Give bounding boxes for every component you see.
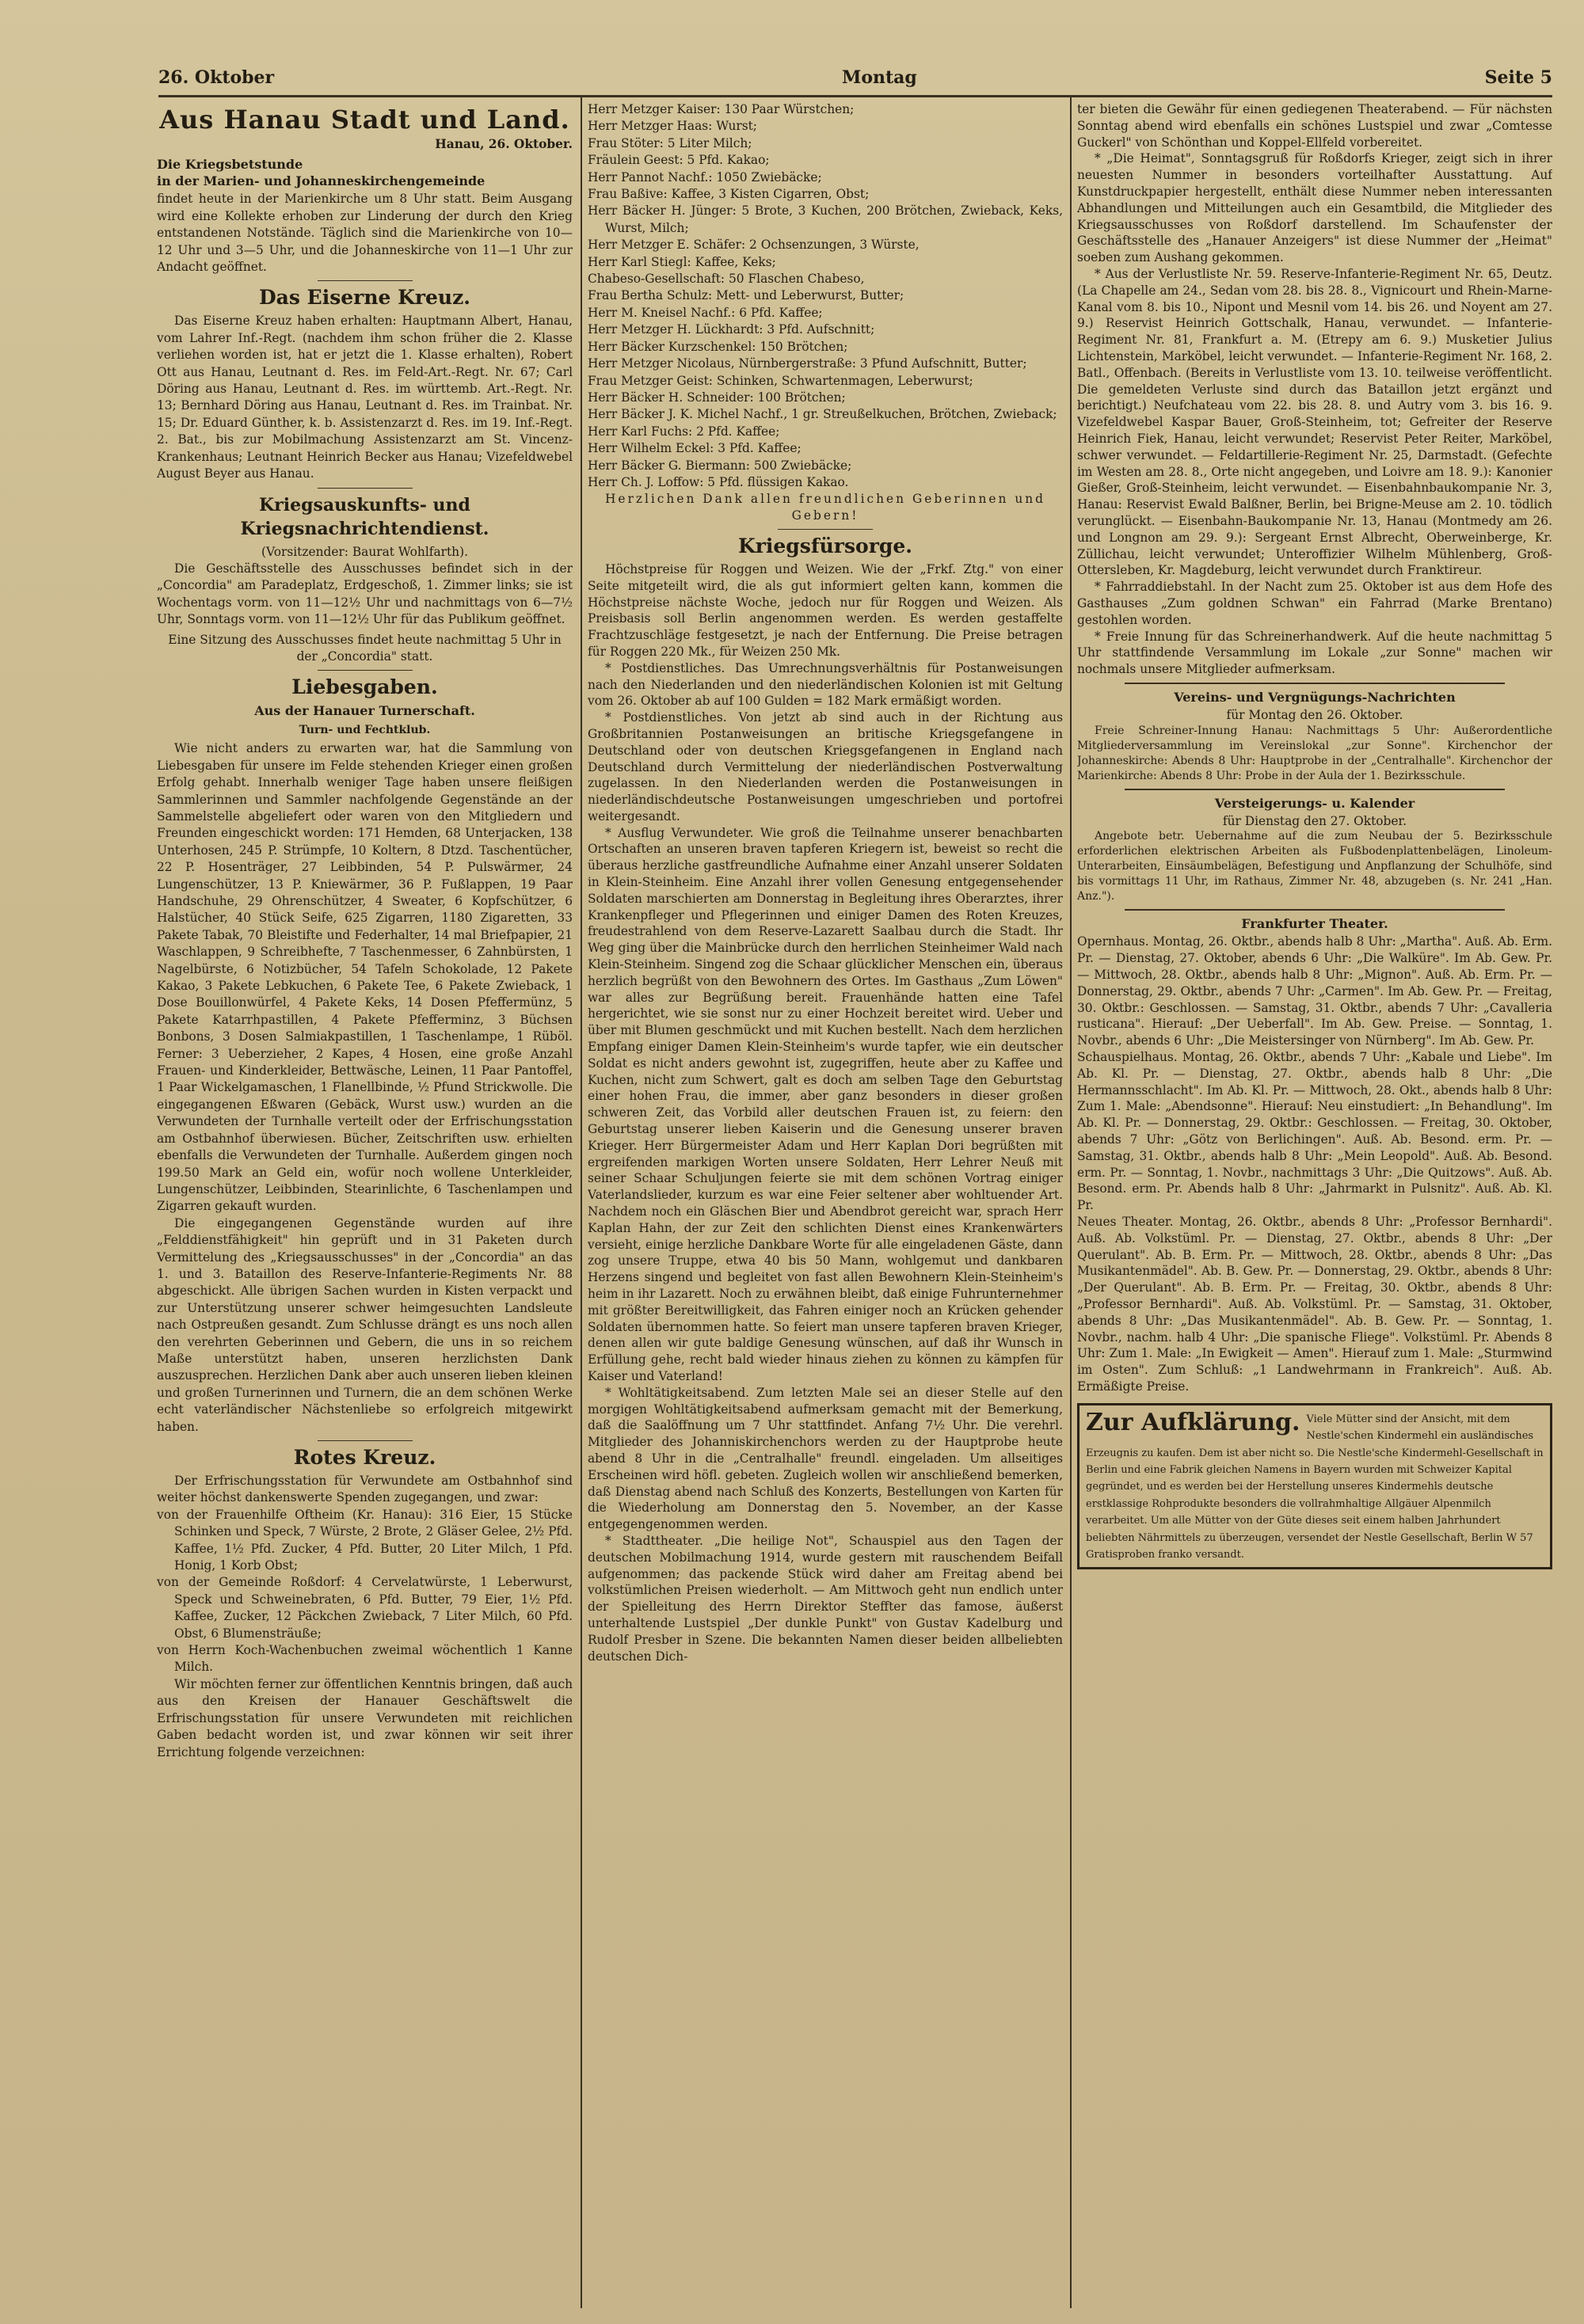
list-item: Herr Metzger Haas: Wurst; bbox=[588, 119, 757, 134]
article-text-eisernes-kreuz: Das Eiserne Kreuz haben erhalten: Hauptmann Albert, Hanau, vom Lahrer Inf.-Regt. (nachdem ihm schon früher die 2. Klasse verliehen worden ist, hat er jetzt die 1. Klasse erhalten), Robert Ott aus Hanau, Leutnant d. Res. im Feld-Art.-Regt. Nr. 67; Carl Döring aus Hanau, Leutnant d. Res. im württemb. Art.-Regt. Nr. 13; Bernhard Döring aus Hanau, Leutnant d. Res. im Trainbat. Nr. 15; Dr. Eduard Günther, k. b. Assistenzarzt d. Res. im 19. Inf.-Regt. 2. Bat., bis zur Mobilmachung Assistenzarzt am St. Vincenz-Krankenhaus; Leutnant Heinrich Becker aus Hanau; Vizefeldwebel August Beyer aus Hanau. bbox=[157, 314, 573, 481]
list-item: Frau Metzger Geist: Schinken, Schwartenmagen, Leberwurst; bbox=[588, 373, 973, 388]
list-item: von Herrn Koch-Wachenbuchen zweimal wöchentlich 1 Kanne Milch. bbox=[157, 1643, 573, 1675]
header-date: 26. Oktober bbox=[158, 67, 275, 88]
list-item: Herr Bäcker Kurzschenkel: 150 Brötchen; bbox=[588, 339, 848, 354]
divider bbox=[318, 488, 413, 489]
list-item: Herr M. Kneisel Nachf.: 6 Pfd. Kaffee; bbox=[588, 305, 823, 320]
article-subheading-turnerschaft: Aus der Hanauer Turnerschaft. bbox=[254, 703, 475, 719]
column-3 bbox=[1077, 101, 1552, 2308]
divider bbox=[318, 1440, 413, 1441]
article-text-heimat: * „Die Heimat", Sonntagsgruß für Roßdorfs Krieger, zeigt sich in ihrer neuesten Nummer in besonders vorteilhafter Ausstattung. Auf Kunstdruckpapier hergestellt, enthält diese Nummer neben interessanten Abhandlungen und Mitteilungen auch ein Gesamtbild, die Mitglieder des Kriegsausschusses von Roßdorf darstellend. Im Schaufenster der Geschäftsstelle des „Hanauer Anzeigers" ist diese Nummer der „Heimat" soeben zum Aushang gekommen. bbox=[1077, 151, 1552, 265]
article-text-stadttheater: * Stadttheater. „Die heilige Not", Schauspiel aus den Tagen der deutschen Mobilmachung 1914, wurde gestern mit rauschendem Beifall aufgenommen; das packende Stück wird daher am Freitag abend bei volkstümlichen Preisen wiederholt. — Am Mittwoch geht nun endlich unter der Spielleitung des Herrn Direktor Steffter das famose, äußerst unterhaltende Lustspiel „Der dunkle Punkt" von Gustav Kadelburg und Rudolf Presber in Szene. Die bekannten Namen dieser beiden allbeliebten deutschen Dich- bbox=[588, 1533, 1063, 1664]
list-item: Herr Metzger Nicolaus, Nürnbergerstraße: 3 Pfund Aufschnitt, Butter; bbox=[588, 356, 1027, 371]
article-text-theater-cont: ter bieten die Gewähr für einen gediegenen Theaterabend. — Für nächsten Sonntag abend wird ebenfalls ein schönes Lustspiel und zwar „Comtesse Guckerl" von Schönthan und Koppel-Ellfeld vorbereitet. bbox=[1077, 102, 1552, 150]
article-text-postdienst-2: * Postdienstliches. Von jetzt ab sind auch in der Richtung aus Großbritannien Postanweisungen an britische Kriegsgefangene in Deutschland oder von deutschen Kriegsgefangenen in England nach Deutschland durch Vermittelung der niederländischen Postverwaltung zugelassen. In den Niederlanden werden die Postanweisungen in niederländischdeutsche Postanweisungen umgeschrieben und portofrei weitergesandt. bbox=[588, 710, 1063, 823]
page-header bbox=[158, 62, 1552, 93]
article-text-kriegsauskunft: Die Geschäftsstelle des Ausschusses befindet sich in der „Concordia" am Paradeplatz, Erdgeschoß, 1. Zimmer links; sie ist Wochentags vorm. von 11—12½ Uhr und nachmittags von 6—7½ Uhr, Sonntags vorm. von 11—12½ Uhr für das Publikum geöffnet. bbox=[157, 561, 573, 627]
list-item: Herr Pannot Nachf.: 1050 Zwiebäcke; bbox=[588, 169, 822, 184]
header-rule bbox=[158, 95, 1552, 97]
list-item: Frau Stöter: 5 Liter Milch; bbox=[588, 135, 752, 150]
article-text-rotes-kreuz-1: Der Erfrischungsstation für Verwundete am Ostbahnhof sind weiter höchst dankenswerte Spenden zugegangen, und zwar: bbox=[157, 1474, 573, 1505]
article-text-postdienst-1: * Postdienstliches. Das Umrechnungsverhältnis für Postanweisungen nach den Niederlanden und den niederländischen Kolonien ist mit Geltung vom 26. Oktober ab auf 100 Gulden = 182 Mark ermäßigt worden. bbox=[588, 660, 1063, 709]
article-text-liebesgaben-1: Wie nicht anders zu erwarten war, hat die Sammlung von Liebesgaben für unsere im Felde stehenden Krieger einen großen Erfolg gehabt. Innerhalb weniger Tage haben unsere fleißigen Sammlerinnen und Sammler nachfolgende Gegenstände an der Sammelstelle abgeliefert oder waren von den Mitgliedern und Freunden eingeschickt worden: 171 Hemden, 68 Unterjacken, 138 Unterhosen, 245 P. Strümpfe, 10 Koltern, 8 Dtzd. Taschentücher, 22 P. Hosenträger, 27 Leibbinden, 54 P. Pulswärmer, 24 Lungenschützer, 13 P. Kniewärmer, 36 P. Fußlappen, 19 Paar Handschuhe, 29 Ohrenschützer, 4 Sweater, 6 Kopfschützer, 6 Halstücher, 40 Stück Seife, 625 Zigarren, 1180 Zigaretten, 33 Pakete Tabak, 70 Bleistifte und Federhalter, 14 mal Briefpapier, 21 Waschlappen, 9 Schreibhefte, 7 Taschenmesser, 6 Zahnbürsten, 1 Nagelbürste, 6 Notizbücher, 54 Tafeln Schokolade, 12 Pakete Kakao, 3 Pakete Lebkuchen, 6 Pakete Tee, 6 Pakete Zwieback, 1 Dose Bouillonwürfel, 4 Pakete Keks, 14 Dosen Pfeffermünz, 5 Pakete Katarrhpastillen, 4 Pakete Pfefferminz, 3 Büchsen Bonbons, 3 Dosen Salmiakpastillen, 1 Taschenlampe, 1 Rüböl. Ferner: 3 Ueberzieher, 2 Kapes, 4 Hosen, eine große Anzahl Frauen- und Kinderkleider, Bettwäsche, Leinen, 11 Paar Pantoffel, 1 Paar Wickelgamaschen, 1 Flanellbinde, ½ Pfund Strickwolle. Die eingegangenen Eßwaren (Gebäck, Wurst usw.) wurden an die Verwundeten der Turnhalle verteilt oder der Erfrischungsstation am Ostbahnhof überwiesen. Bücher, Zeitschriften usw. erhielten ebenfalls die Verwundeten der Turnhalle. Außerdem gingen noch 199.50 Mark an Geld ein, wofür noch wollene Unterkleider, Lungenschützer, Leibbinden, Stearinlichte, 6 Taschenlampen und Zigarren gekauft wurden. bbox=[157, 741, 573, 1214]
article-heading-kriegsbetstunde: Die Kriegsbetstunde in der Marien- und Johanneskirchengemeinde bbox=[157, 157, 485, 189]
article-heading-rotes-kreuz: Rotes Kreuz. bbox=[293, 1446, 436, 1469]
header-page-number: Seite 5 bbox=[1484, 67, 1552, 88]
list-item: Herr Bäcker J. K. Michel Nachf., 1 gr. Streußelkuchen, Brötchen, Zwieback; bbox=[588, 407, 1057, 422]
section-text-vereine: Freie Schreiner-Innung Hanau: Nachmittags 5 Uhr: Außerordentliche Mitgliederversammlung im Vereinslokal „zur Sonne". Kirchenchor der Johanneskirche: Abends 8 Uhr: Hauptprobe in der „Centralhalle". Kirchenchor der Marienkirche: Abends 8 Uhr: Probe in der Aula der 1. Bezirksschule. bbox=[1077, 724, 1552, 782]
article-text-kriegsbetstunde: findet heute in der Marienkirche um 8 Uhr statt. Beim Ausgang wird eine Kollekte erhoben zur Linderung der durch den Krieg entstandenen Notstände. Täglich sind die Marienkirche von 10—12 Uhr und 3—5 Uhr, und die Johanneskirche von 11—1 Uhr zur Andacht geöffnet. bbox=[157, 192, 573, 275]
list-item: Herr Bäcker H. Jünger: 5 Brote, 3 Kuchen, 200 Brötchen, Zwieback, Keks, Wurst, Milch; bbox=[588, 203, 1063, 235]
article-text-liebesgaben-2: Die eingegangenen Gegenstände wurden auf ihre „Felddienstfähigkeit" hin geprüft und in 31 Paketen durch Vermittelung des „Kriegsausschusses" in der „Concordia" an das 1. und 3. Bataillon des Reserve-Infanterie-Regiments Nr. 88 abgeschickt. Alle übrigen Sachen wurden in Kisten verpackt und zur Unterstützung unserer schwer heimgesuchten Landsleute nach Ostpreußen gesandt. Zum Schlusse drängt es uns noch allen den verehrten Geberinnen und Gebern, die uns in so reichem Maße unterstützt haben, unseren herzlichsten Dank auszusprechen. Herzlichen Dank aber auch unseren lieben kleinen und großen Turnerinnen und Turnern, die an dem schönen Werke echt vaterländischer Nächstenliebe so erfolgreich mitgewirkt haben. bbox=[157, 1215, 573, 1434]
list-item: von der Frauenhilfe Oftheim (Kr. Hanau): 316 Eier, 15 Stücke Schinken und Speck, 7 Würste, 2 Brote, 2 Gläser Gelee, 2½ Pfd. Kaffee, 1½ Pfd. Zucker, 4 Pfd. Butter, 20 Liter Milch, 1 Pfd. Honig, 1 Korb Obst; bbox=[157, 1507, 573, 1573]
list-item: Herr Ch. J. Loffow: 5 Pfd. flüssigen Kakao. bbox=[588, 474, 849, 489]
list-item: Herr Wilhelm Eckel: 3 Pfd. Kaffee; bbox=[588, 441, 802, 456]
divider bbox=[778, 529, 873, 530]
list-item: Chabeso-Gesellschaft: 50 Flaschen Chabeso, bbox=[588, 272, 865, 287]
theater-schauspielhaus: Schauspielhaus. Montag, 26. Oktbr., abends 7 Uhr: „Kabale und Liebe". Im Ab. Kl. Pr. — Dienstag, 27. Oktbr., abends halb 8 Uhr: „Die Hermannsschlacht". Im Ab. Kl. Pr. — Mittwoch, 28. Okt., abends halb 8 Uhr: Zum 1. Male: „Abendsonne". Hierauf: Neu einstudiert: „In Behandlung". Im Ab. Kl. Pr. — Donnerstag, 29. Oktbr.: Geschlossen. — Freitag, 30. Oktober, abends 7 Uhr: „Götz von Berlichingen". Auß. Ab. Besond. erm. Pr. — Samstag, 31. Oktbr., abends halb 8 Uhr: „Mein Leopold". Auß. Ab. Besond. erm. Pr. — Sonntag, 1. Novbr., nachmittags 3 Uhr: „Die Quitzows". Auß. Ab. Besond. erm. Pr. Abends halb 8 Uhr: „Jahrmarkt in Pulsnitz". Auß. Ab. Kl. Pr. bbox=[1077, 1050, 1552, 1213]
list-item: Frau Baßive: Kaffee, 3 Kisten Cigarren, Obst; bbox=[588, 187, 870, 202]
section-heading-versteigerung: Versteigerungs- u. Kalender bbox=[1214, 795, 1415, 811]
list-item: Fräulein Geest: 5 Pfd. Kakao; bbox=[588, 153, 770, 168]
article-heading-kriegsfuersorge: Kriegsfürsorge. bbox=[738, 534, 912, 557]
article-text-fahrrad: * Fahrraddiebstahl. In der Nacht zum 25. Oktober ist aus dem Hofe des Gasthauses „Zum goldnen Schwan" ein Fahrrad (Marke Brentano) gestohlen worden. bbox=[1077, 580, 1552, 627]
article-text-wohltaetigkeit: * Wohltätigkeitsabend. Zum letzten Male sei an dieser Stelle auf den morgigen Wohltätigkeitsabend aufmerksam gemacht mit der Bemerkung, daß die Saalöffnung um 7 Uhr stattfindet. Anfang 7½ Uhr. Die verehrl. Mitglieder des Johanniskirchenchors werden zu der Hauptprobe heute abend 8 Uhr in die „Centralhalle" freundl. eingeladen. Um allseitiges Erscheinen wird höfl. gebeten. Zugleich wollen wir anschließend bemerken, daß Dienstag abend nach Schluß des Konzerts, Bestellungen von Karten für die Wiederholung am Donnerstag den 5. November, an der Kasse entgegengenommen werden. bbox=[588, 1385, 1063, 1532]
list-item: von der Gemeinde Roßdorf: 4 Cervelatwürste, 1 Leberwurst, Speck und Schweinebraten, 6 Pfd. Butter, 79 Eier, 1½ Pfd. Kaffee, Zucker, 12 Päckchen Zwieback, 7 Liter Milch, 60 Pfd. Obst, 6 Blumensträuße; bbox=[157, 1575, 573, 1641]
divider bbox=[1125, 789, 1505, 790]
advertisement-text: Viele Mütter sind der Ansicht, mit dem Nestle'schen Kindermehl ein ausländisches Erzeugnis zu kaufen. Dem ist aber nicht so. Die Nestle'sche Kindermehl-Gesellschaft in Berlin und eine Fabrik gleichen Namens in Bayern wurden mit Schweizer Kapital gegründet, und es werden bei der Herstellung unseres Kindermehls deutsche erstklassige Rohprodukte besonders die vollrahmhaltige Allgäuer Alpenmilch verarbeitet. Um alle Mütter von der Güte dieses seit einem halben Jahrhundert beliebten Nährmittels zu überzeugen, versendet der Nestle Gesellschaft, Berlin W 57 Gratisproben franko versandt. bbox=[1086, 1413, 1544, 1561]
section-subheading-vereine: für Montag den 26. Oktober. bbox=[1226, 707, 1403, 722]
column-1 bbox=[157, 101, 573, 2308]
divider bbox=[1125, 909, 1505, 911]
dateline: Hanau, 26. Oktober. bbox=[435, 137, 573, 151]
theater-neues-theater: Neues Theater. Montag, 26. Oktbr., abends 8 Uhr: „Professor Bernhardi". Auß. Ab. Volkstüml. Pr. — Dienstag, 27. Oktbr., abends 8 Uhr: „Der Querulant". Ab. B. Erm. Pr. — Mittwoch, 28. Oktbr., abends 8 Uhr: „Das Musikantenmädel". Ab. B. Gew. Pr. — Donnerstag, 29. Oktbr., abends 8 Uhr: „Der Querulant". Ab. B. Erm. Pr. — Freitag, 30. Oktbr., abends 8 Uhr: „Professor Bernhardi". Auß. Ab. Volkstüml. Pr. — Samstag, 31. Oktober, abends 8 Uhr: „Das Musikantenmädel". Ab. B. Gew. Pr. — Sonntag, 1. Novbr., nachm. halb 4 Uhr: „Die spanische Fliege". Volkstüml. Pr. Abends 8 Uhr: Zum 1. Male: „In Ewigkeit — Amen". Hierauf zum 1. Male: „Sturmwind im Osten". Zum Schluß: „1 Landwehrmann in Frankreich". Auß. Ab. Ermäßigte Preise. bbox=[1077, 1215, 1552, 1394]
article-text-hoechstpreise: Höchstpreise für Roggen und Weizen. Wie der „Frkf. Ztg." von einer Seite mitgeteilt wird, die als gut informiert gelten kann, kommen die Höchstpreise nächste Woche, jedoch nur für Roggen und Weizen. Als Preisbasis soll Berlin angenommen werden. Es werden gestaffelte Frachtzuschläge festgesetzt, je nach der Entfernung. Die Preise betragen für Roggen 220 Mk., für Weizen 250 Mk. bbox=[588, 561, 1063, 659]
header-day: Montag bbox=[841, 67, 917, 88]
section-text-versteigerung: Angebote betr. Uebernahme auf die zum Neubau der 5. Bezirksschule erforderlichen elektrischen Arbeiten als Fußbodenplattenbelägen, Linoleum-Unterarbeiten, Einsäumbelägen, Befestigung und Anpflanzung der Schulhöfe, sind bis vormittags 11 Uhr, im Rathaus, Zimmer Nr. 48, abzugeben (s. Nr. 241 „Han. Anz."). bbox=[1077, 830, 1552, 903]
list-item: Frau Bertha Schulz: Mett- und Leberwurst, Butter; bbox=[588, 288, 904, 303]
theater-opernhaus: Opernhaus. Montag, 26. Oktbr., abends halb 8 Uhr: „Martha". Auß. Ab. Erm. Pr. — Dienstag, 27. Oktober, abends 6 Uhr: „Die Walküre". Im Ab. Gew. Pr. — Mittwoch, 28. Oktbr., abends halb 8 Uhr: „Mignon". Auß. Ab. Erm. Pr. — Donnerstag, 29. Oktbr., abends 7 Uhr: „Carmen". Im Ab. Gew. Pr. — Freitag, 30. Oktbr.: Geschlossen. — Samstag, 31. Oktbr., abends 7 Uhr: „Cavalleria rusticana". Hierauf: „Der Ueberfall". Im Ab. Gew. Preise. — Sonntag, 1. Novbr., abends 6 Uhr: „Die Meistersinger von Nürnberg". Im Ab. Gew. Pr. bbox=[1077, 934, 1552, 1048]
list-item: Herr Bäcker G. Biermann: 500 Zwiebäcke; bbox=[588, 458, 852, 473]
column-divider bbox=[1070, 95, 1072, 2308]
article-text-rotes-kreuz-2: Wir möchten ferner zur öffentlichen Kenntnis bringen, daß auch aus den Kreisen der Hanauer Geschäftswelt die Erfrischungsstation für unsere Verwundeten mit reichlichen Gaben bedacht worden ist, und zwar können wir seit ihrer Errichtung folgende verzeichnen: bbox=[157, 1676, 573, 1759]
article-notice-sitzung: Eine Sitzung des Ausschusses findet heute nachmittag 5 Uhr in der „Concordia" statt. bbox=[168, 632, 562, 664]
section-subheading-versteigerung: für Dienstag den 27. Oktober. bbox=[1222, 813, 1407, 828]
article-heading-eisernes-kreuz: Das Eiserne Kreuz. bbox=[258, 286, 471, 310]
divider bbox=[318, 280, 413, 281]
donation-list bbox=[157, 1507, 573, 1676]
advertisement-box bbox=[1077, 1403, 1552, 1570]
list-item: Herr Metzger Kaiser: 130 Paar Würstchen; bbox=[588, 102, 855, 116]
list-item: Herr Metzger H. Lückhardt: 3 Pfd. Aufschnitt; bbox=[588, 322, 875, 337]
list-item: Herr Metzger E. Schäfer: 2 Ochsenzungen, 3 Würste, bbox=[588, 238, 920, 253]
column-divider bbox=[581, 95, 582, 2308]
section-heading-vereine: Vereins- und Vergnügungs-Nachrichten bbox=[1174, 689, 1456, 705]
article-subheading-fechtklub: Turn- und Fechtklub. bbox=[299, 724, 431, 737]
thanks-line: Herzlichen Dank allen freundlichen Geberinnen und Gebern! bbox=[604, 492, 1046, 523]
list-item: Herr Karl Stiegl: Kaffee, Keks; bbox=[588, 254, 776, 269]
advertisement-title: Zur Aufklärung. bbox=[1086, 1408, 1300, 1436]
article-text-verlustliste: * Aus der Verlustliste Nr. 59. Reserve-Infanterie-Regiment Nr. 65, Deutz. (La Chapelle am 24., Sedan vom 28. bis 28. 8., Vignicourt und Rhein-Marne-Kanal vom 8. bis 10., Nipont und Mesnil vom 14. bis 26. und Noyent am 27. 9.) Reservist Heinrich Gottschalk, Hanau, verwundet. — Infanterie-Regiment Nr. 81, Frankfurt a. M. (Etrepy am 6. 9.) Musketier Julius Lichtenstein, Marköbel, leicht verwundet. — Infanterie-Regiment Nr. 168, 2. Batl., Offenbach. (Bereits in Verlustliste vom 13. 10. teilweise veröffentlicht. Die gemeldeten Verluste sind durch das Bataillon jetzt ergänzt und berichtigt.) Neufchateau vom 22. bis 28. 8. und Autry vom 3. bis 16. 9. Vizefeldwebel Kaspar Bauer, Groß-Steinheim, tot; Gefreiter der Reserve Heinrich Fiek, Hanau, leicht verwundet; Reservist Peter Reiter, Marköbel, schwer verwundet. — Feldartillerie-Regiment Nr. 25, Darmstadt. (Gefechte im Westen am 28. 8., Orte nicht angegeben, und Loivre am 18. 9.): Kanonier Gießer, Groß-Steinheim, leicht verwundet. — Eisenbahnbaukompanie Nr. 3, Hanau: Reservist Ewald Balßner, Berlin, bei Brigne-Meuse am 2. 10. tödlich verunglückt. — Eisenbahn-Baukompanie Nr. 13, Hanau (Montmedy am 26. und Longnon am 29. 9.): Sergeant Ernst Albrecht, Oberweinberge, Kr. Züllichau, leicht verwundet; Unteroffizier Wilhelm Mühlenberg, Groß-Ottersleben, Kr. Magdeburg, leicht verwundet durch Franktireur. bbox=[1077, 266, 1552, 578]
section-heading-frankfurter-theater: Frankfurter Theater. bbox=[1241, 916, 1388, 932]
section-title: Aus Hanau Stadt und Land. bbox=[159, 105, 570, 135]
list-item: Herr Bäcker H. Schneider: 100 Brötchen; bbox=[588, 390, 846, 405]
article-text-innung: * Freie Innung für das Schreinerhandwerk. Auf die heute nachmittag 5 Uhr stattfindende Versammlung im Lokale „zur Sonne" machen wir nochmals unsere Mitglieder aufmerksam. bbox=[1077, 629, 1552, 677]
divider bbox=[1125, 683, 1505, 684]
divider bbox=[318, 670, 413, 671]
article-subheading-kriegsauskunft: (Vorsitzender: Baurat Wohlfarth). bbox=[261, 544, 468, 559]
donor-list bbox=[588, 101, 1063, 491]
article-text-ausflug: * Ausflug Verwundeter. Wie groß die Teilnahme unserer benachbarten Ortschaften an unseren braven tapferen Kriegern ist, beweist so recht die überaus herzliche gastfreundliche Aufnahme einer Anzahl unserer Soldaten in Klein-Steinheim. Eine Anzahl ihrer vollen Genesung entgegensehender Soldaten marschierten am Donnerstag in Begleitung ihres Oberarztes, ihrer Krankenpfleger und Pflegerinnen und einiger Damen des Roten Kreuzes, freudestrahlend von dem Reserve-Lazarett Saalbau durch die Stadt. Ihr Weg ging über die Mainbrücke durch den herrlichen Steinheimer Wald nach Klein-Steinheim. Singend zog die Schaar glücklicher Menschen ein, überaus herzlich begrüßt von den Bewohnern des Ortes. Im Gasthaus „Zum Löwen" war alles zur Begrüßung bereit. Frauenhände hatten eine Tafel hergerichtet, wie sie sonst nur zu einer Hochzeit bereitet wird. Ueber und über mit Blumen geschmückt und mit Kuchen bestellt. Nach dem herzlichen Empfang einiger Damen Klein-Steinheim's wurde tapfer, wie ein deutscher Soldat es nicht anders gewohnt ist, zugegriffen, heute aber zu Kaffee und Kuchen, nicht zum Schwert, galt es doch am selben Tage den Geburtstag einer hohen Frau, die immer, aber ganz besonders in dieser großen schweren Zeit, das Vorbild aller deutschen Frauen ist, zu feiern: den Geburtstag unserer lieben Kaiserin und die Genesung unserer braven Krieger. Herr Bürgermeister Adam und Herr Kaplan Dori begrüßten mit ergreifenden markigen Worten unsere Soldaten, Herr Lehrer Neuß mit seiner Schaar Schuljungen feierte sie mit dem schönen Vortrag einiger Vaterlandslieder, kurzum es war eine Feier seltener aber wohltuender Art. Nachdem noch ein Gläschen Bier und Abendbrot gereicht war, sprach Herr Kaplan Hahn, der zur Zeit den schlichten Dienst eines Krankenwärters versieht, einige herzliche Dankbare Worte für alle eingeladenen Gäste, dann zog unsere Truppe, etwa 40 bis 50 Mann, wohlgemut und dankbaren Herzens singend und begleitet von fast allen Bewohnern Klein-Steinheim's heim in ihr Lazarett. Noch zu erwähnen bleibt, daß einige Fuhrunternehmer mit größter Bereitwilligkeit, das Fahren einiger noch an Krücken gehender Soldaten übernommen hatte. So feiert man unsere tapferen braven Krieger, denen allen wir gute baldige Genesung wünschen, auf daß ihr Wunsch in Erfüllung gehe, recht bald wieder hinaus ziehen zu können zu kämpfen für Kaiser und Vaterland! bbox=[588, 825, 1063, 1383]
list-item: Herr Karl Fuchs: 2 Pfd. Kaffee; bbox=[588, 424, 780, 439]
column-2 bbox=[588, 101, 1063, 2308]
article-heading-liebesgaben: Liebesgaben. bbox=[291, 675, 438, 699]
article-heading-kriegsauskunft: Kriegsauskunfts- und Kriegsnachrichtendienst. bbox=[240, 494, 489, 539]
